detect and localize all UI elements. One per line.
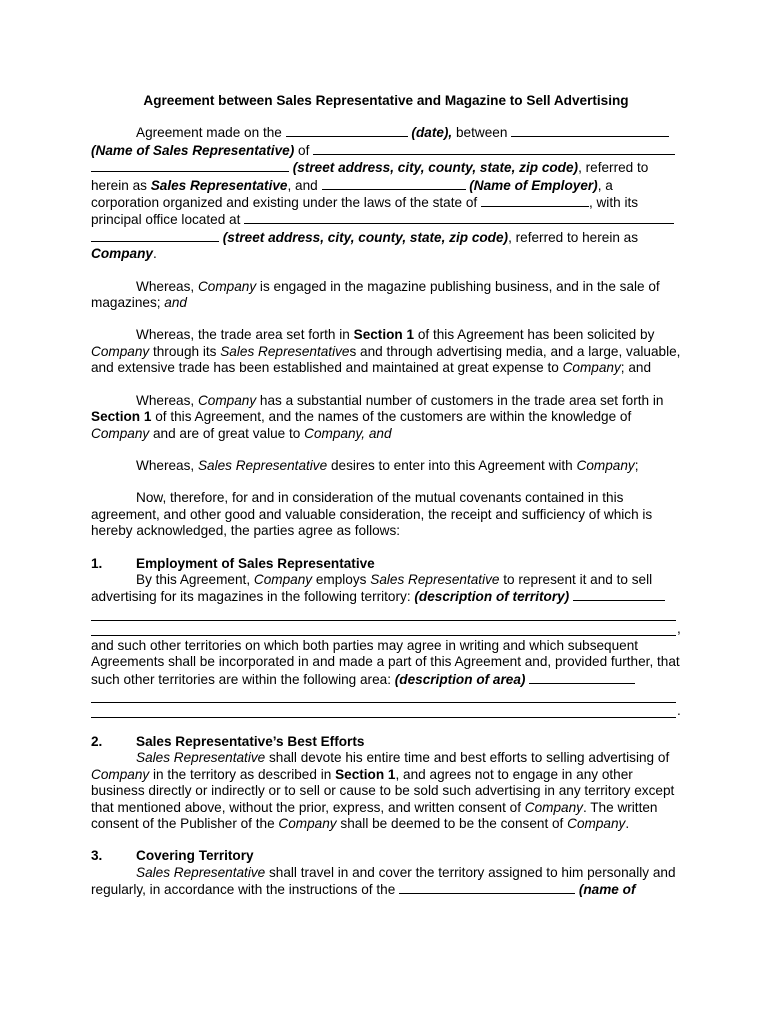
area-line-2[interactable]: [91, 703, 676, 718]
section-1-text: By this Agreement, Company employs Sales Representative to represent it and to sell advertising for its magazines in the following territory: (description of territory): [91, 572, 681, 606]
state-blank[interactable]: [481, 194, 589, 207]
territory-comma: ,: [677, 620, 681, 636]
now-therefore-paragraph: Now, therefore, for and in consideration of the mutual covenants contained in this agreement, and other good and valuable consideration, the receipt and sufficiency of which is hereby acknowledged, the parties agree as follows:: [91, 490, 653, 539]
employer-name-blank[interactable]: [322, 177, 466, 190]
whereas-2: Whereas, the trade area set forth in Section 1 of this Agreement has been solicited by Company through its Sales Representatives and through advertising media, and a large, valuable, and extensive trade has been established and maintained at great expense to Company; and: [91, 327, 681, 376]
document-body: [91, 93, 681, 915]
document-title: Agreement between Sales Representative and Magazine to Sell Advertising: [143, 93, 629, 108]
area-blank[interactable]: [529, 671, 635, 684]
office-address-blank-2[interactable]: [91, 229, 219, 242]
intro-paragraph: Agreement made on the (date), between (Name of Sales Representative) of (street address, city, county, state, zip code), referred to herein as Sales Representative, and (Name of Employer), a corporation organized and existing under the laws of the state of , with its principal office located at (street address, city, county, state, zip code), referred to herein as Company.: [91, 124, 681, 262]
rep-address-blank-2[interactable]: [91, 159, 289, 172]
territory-line-1[interactable]: [91, 606, 676, 621]
rep-address-blank-1[interactable]: [313, 142, 675, 155]
whereas-4: Whereas, Sales Representative desires to enter into this Agreement with Company;: [136, 457, 639, 473]
area-period: .: [677, 702, 681, 718]
section-1-continued: and such other territories on which both parties may agree in writing and which subsequent Agreements shall be incorporated in and made a part of this Agreement and, provided further, that such other territories are within the following area: (description of area): [91, 637, 680, 687]
section-3-heading: 3. Covering Territory: [91, 848, 254, 864]
whereas-3: Whereas, Company has a substantial number of customers in the trade area set forth in Section 1 of this Agreement, and the names of the customers are within the knowledge of Company and are of great value to Company, and: [91, 392, 664, 441]
territory-blank[interactable]: [573, 588, 665, 601]
rep-name-blank[interactable]: [511, 124, 669, 137]
area-line-1[interactable]: [91, 688, 676, 703]
section-2-heading: 2. Sales Representative’s Best Efforts: [91, 733, 365, 749]
territory-line-2[interactable]: [91, 621, 676, 636]
whereas-1: Whereas, Company is engaged in the magazine publishing business, and in the sale of magazines; and: [91, 278, 660, 311]
instructions-name-blank[interactable]: [399, 881, 575, 894]
section-3-text: Sales Representative shall travel in and cover the territory assigned to him personally and regularly, in accordance with the instructions of the (name of: [91, 864, 676, 898]
office-address-blank-1[interactable]: [244, 211, 674, 224]
area-line-2-row: [91, 703, 681, 718]
date-blank[interactable]: [286, 124, 408, 137]
section-1-heading: 1. Employment of Sales Representative: [91, 555, 375, 571]
section-2-text: Sales Representative shall devote his entire time and best efforts to selling advertising of Company in the territory as described in Section 1, and agrees not to engage in any other business directly or indirectly or to sell or cause to be sold such advertising in any territory except that mentioned above, without the prior, express, and written consent of Company. The written consent of the Publisher of the Company shall be deemed to be the consent of Company.: [91, 750, 675, 831]
territory-line-2-row: [91, 621, 681, 636]
